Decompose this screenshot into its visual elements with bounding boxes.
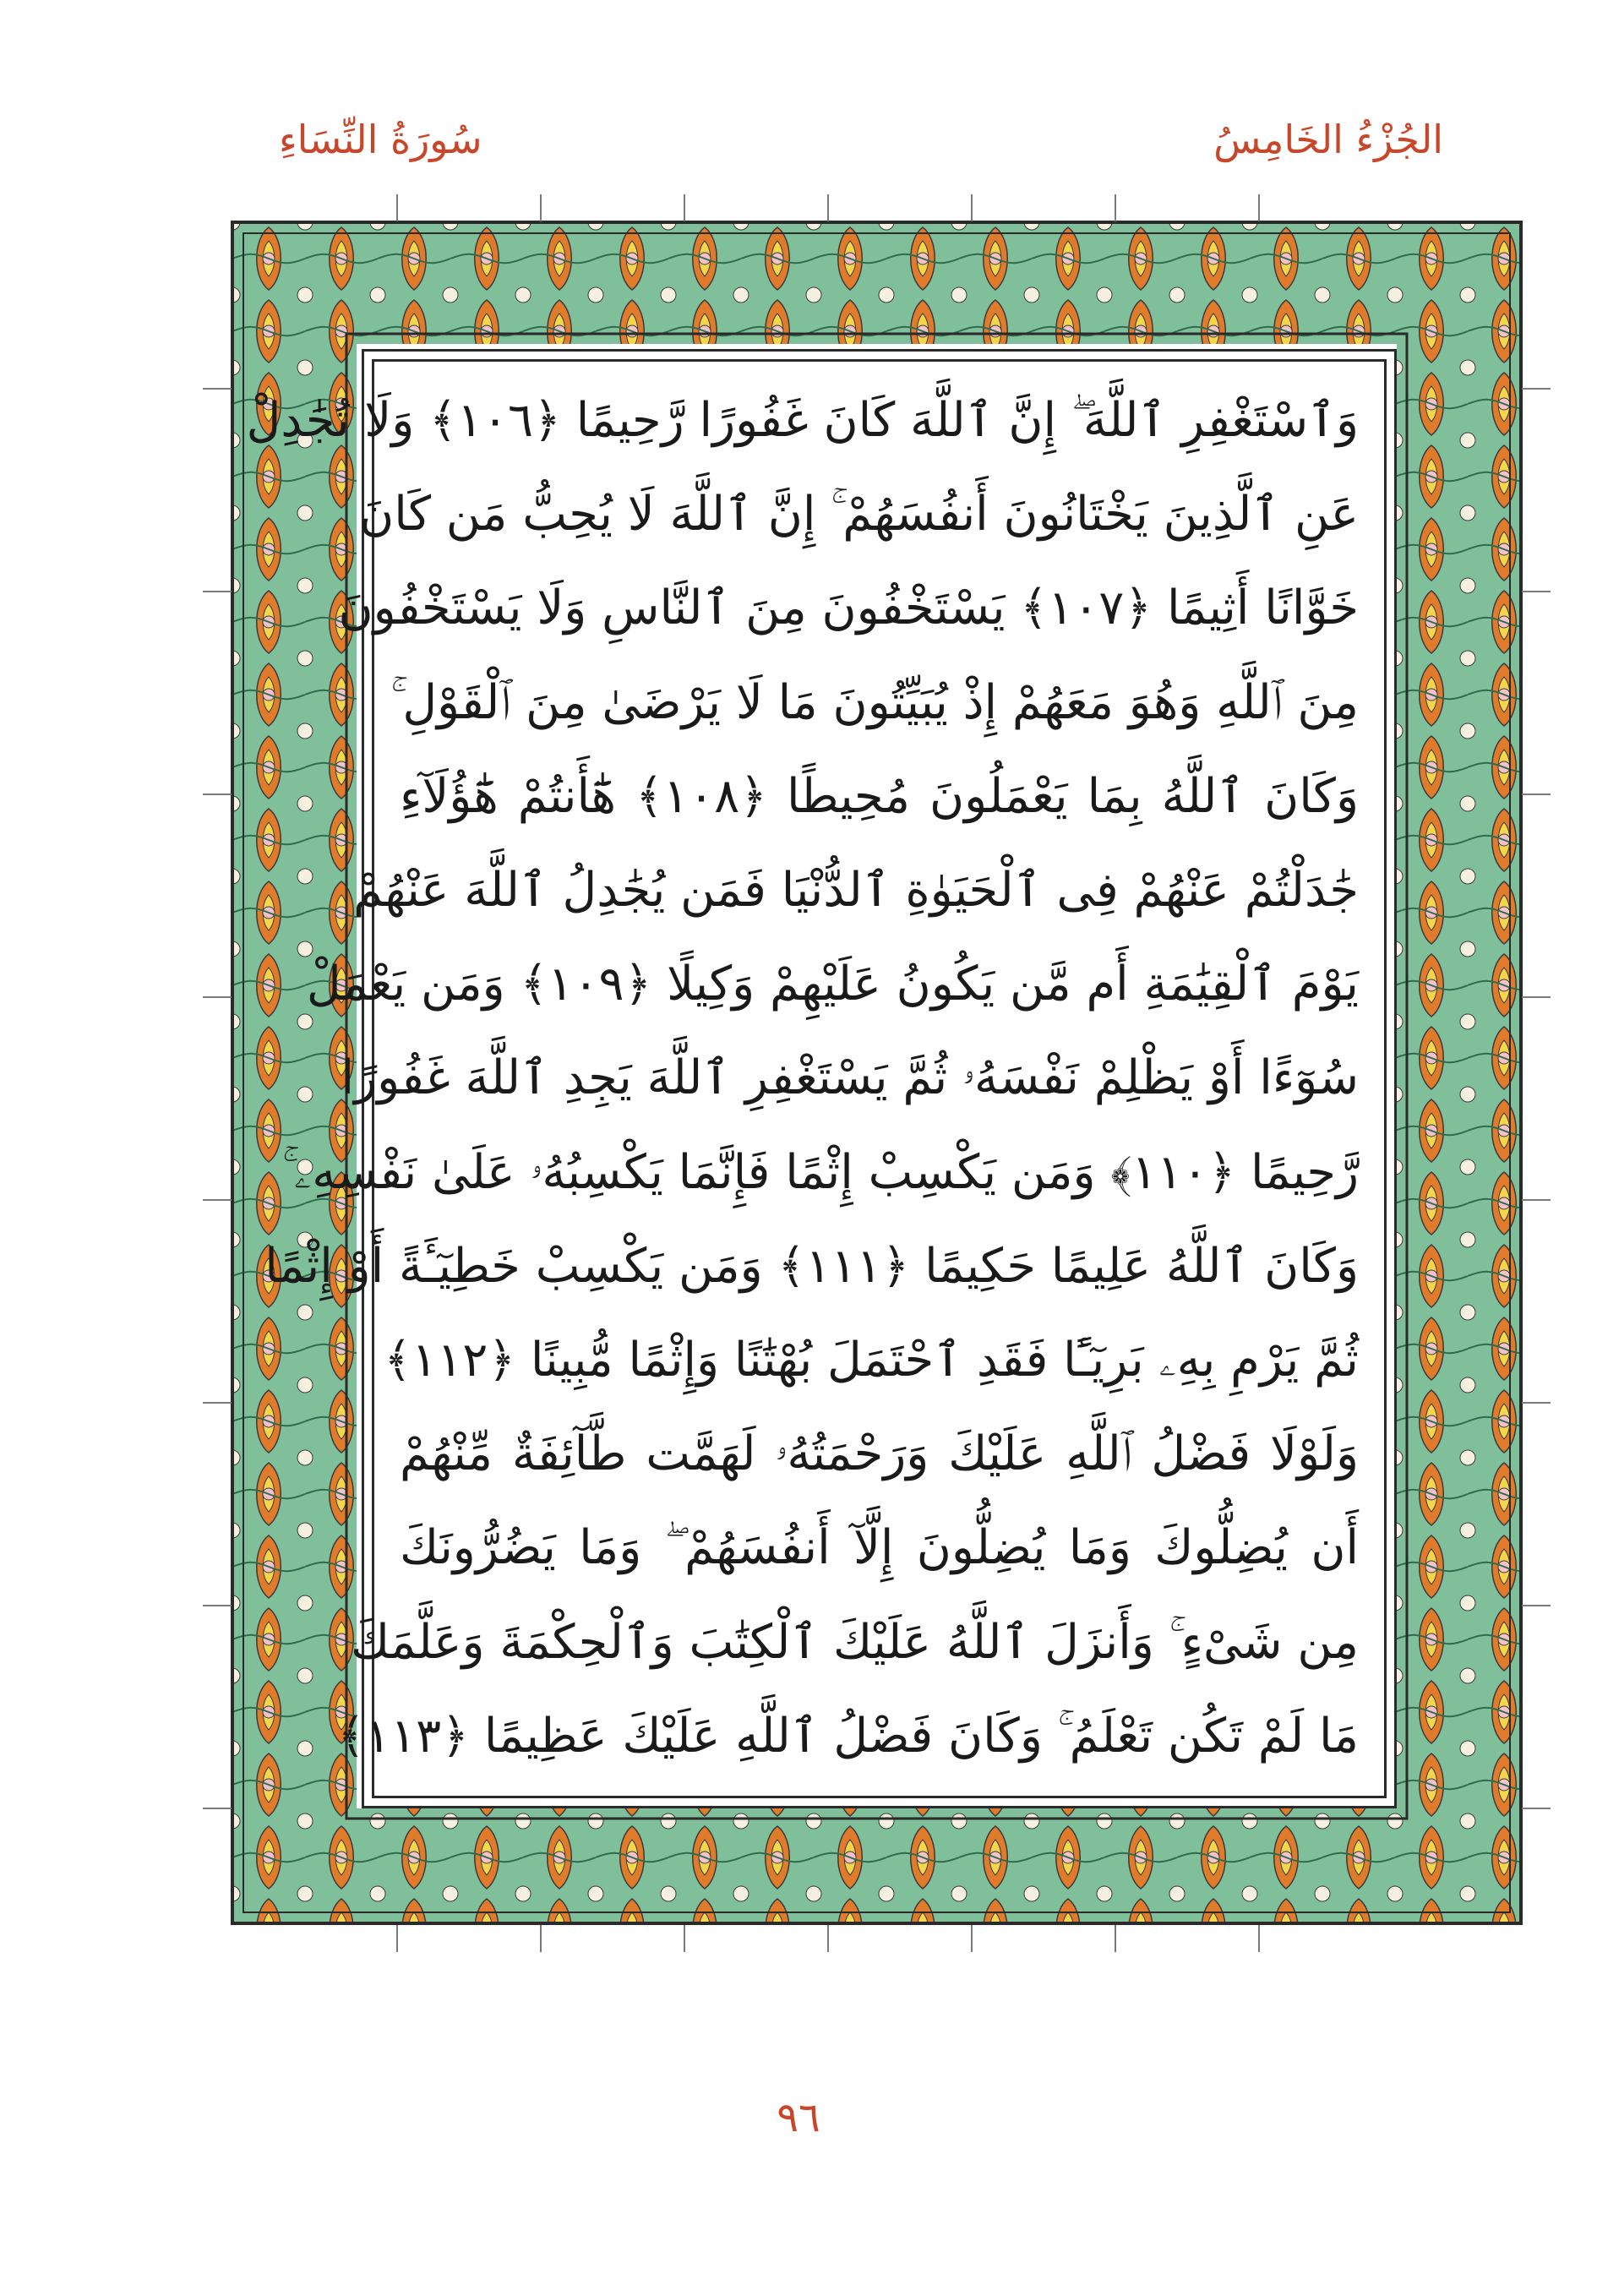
verse-lines	[246, 377, 1359, 1781]
verse-line: سُوٓءًا أَوْ يَظْلِمْ نَفْسَهُۥ ثُمَّ يَسْتَغْفِرِ ٱللَّهَ يَجِدِ ٱللَّهَ غَفُورًا	[341, 1050, 1359, 1106]
juz-title: الجُزْءُ الخَامِسُ	[1213, 117, 1443, 162]
page-number: ٩٦	[777, 2094, 820, 2141]
surah-title: سُورَةُ النِّسَاءِ	[279, 117, 482, 162]
verse-line: وَكَانَ ٱللَّهُ بِمَا يَعْمَلُونَ مُحِيطًا ﴿١٠٨﴾ هَٰٓأَنتُمْ هَٰٓؤُلَآءِ	[400, 768, 1359, 824]
verse-line: ثُمَّ يَرْمِ بِهِۦ بَرِيٓـًٔا فَقَدِ ٱحْتَمَلَ بُهْتَٰنًا وَإِثْمًا مُّبِينًا ﴿١١٢﴾	[384, 1333, 1359, 1388]
verse-line: مِن شَىْءٍ ۚ وَأَنزَلَ ٱللَّهُ عَلَيْكَ ٱلْكِتَٰبَ وَٱلْحِكْمَةَ وَعَلَّمَكَ	[350, 1614, 1359, 1670]
verse-line: مَا لَمْ تَكُن تَعْلَمُ ۚ وَكَانَ فَضْلُ ٱللَّهِ عَلَيْكَ عَظِيمًا ﴿١١٣﴾	[337, 1708, 1359, 1764]
text-frame	[246, 359, 1387, 1798]
verse-line: يَوْمَ ٱلْقِيَٰمَةِ أَم مَّن يَكُونُ عَلَيْهِمْ وَكِيلًا ﴿١٠٩﴾ وَمَن يَعْمَلْ	[306, 957, 1359, 1012]
verse-line: وَٱسْتَغْفِرِ ٱللَّهَ ۖ إِنَّ ٱللَّهَ كَانَ غَفُورًا رَّحِيمًا ﴿١٠٦﴾ وَلَا تُجَٰدِلْ	[246, 393, 1359, 448]
verse-line: جَٰدَلْتُمْ عَنْهُمْ فِى ٱلْحَيَوٰةِ ٱلدُّنْيَا فَمَن يُجَٰدِلُ ٱللَّهَ عَنْهُمْ	[353, 863, 1359, 919]
verse-line: مِنَ ٱللَّهِ وَهُوَ مَعَهُمْ إِذْ يُبَيِّتُونَ مَا لَا يَرْضَىٰ مِنَ ٱلْقَوْلِ ۚ	[390, 674, 1359, 730]
verse-line: عَنِ ٱلَّذِينَ يَخْتَانُونَ أَنفُسَهُمْ ۚ إِنَّ ٱللَّهَ لَا يُحِبُّ مَن كَانَ	[359, 487, 1359, 543]
verse-line: وَكَانَ ٱللَّهُ عَلِيمًا حَكِيمًا ﴿١١١﴾ وَمَن يَكْسِبْ خَطِيٓـَٔةً أَوْ إِثْمًا	[264, 1238, 1359, 1294]
verse-line: وَلَوْلَا فَضْلُ ٱللَّهِ عَلَيْكَ وَرَحْمَتُهُۥ لَهَمَّت طَّآئِفَةٌ مِّنْهُمْ	[400, 1426, 1359, 1482]
verse-line: رَّحِيمًا ﴿١١٠﴾ وَمَن يَكْسِبْ إِثْمًا فَإِنَّمَا يَكْسِبُهُۥ عَلَىٰ نَفْسِهِۦ ۚ	[281, 1144, 1359, 1200]
verse-line: أَن يُضِلُّوكَ وَمَا يُضِلُّونَ إِلَّآ أَنفُسَهُمْ ۖ وَمَا يَضُرُّونَكَ	[400, 1520, 1359, 1576]
verse-line: خَوَّانًا أَثِيمًا ﴿١٠٧﴾ يَسْتَخْفُونَ مِنَ ٱلنَّاسِ وَلَا يَسْتَخْفُونَ	[338, 581, 1359, 636]
